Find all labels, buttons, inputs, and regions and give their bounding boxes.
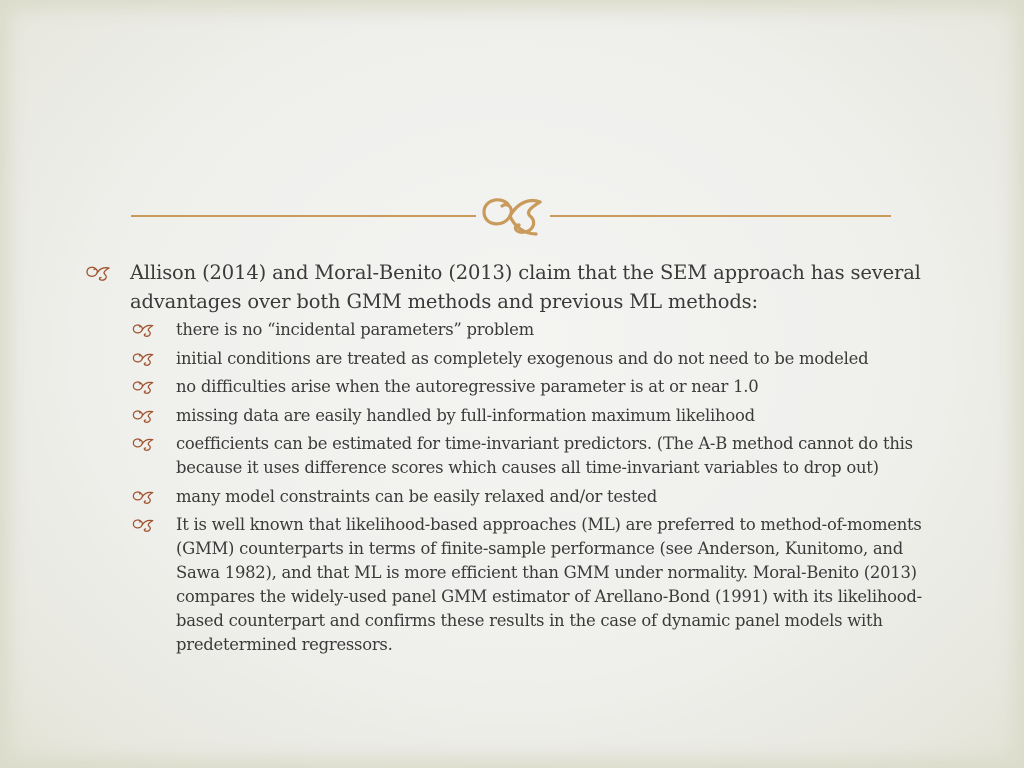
sub-bullet: [132, 404, 946, 428]
flourish-ornament-icon: [480, 194, 546, 238]
sub-bullet: [132, 318, 946, 342]
sub-bullet-text: missing data are easily handled by full-information maximum likelihood: [176, 405, 755, 425]
divider-rule-left: [131, 215, 476, 217]
curl-bullet-icon: [132, 485, 176, 509]
title-divider: [131, 194, 891, 238]
sub-bullet-list: [132, 318, 946, 657]
sub-bullet: [132, 513, 946, 657]
curl-bullet-icon: [132, 318, 176, 342]
sub-bullet-text: coefficients can be estimated for time-invariant predictors. (The A-B method cannot do this because it uses difference scores which causes all time-invariant variables to drop out): [176, 434, 913, 477]
curl-bullet-icon: [132, 404, 176, 428]
curl-bullet-icon: [132, 513, 176, 537]
sub-bullet: [132, 347, 946, 371]
sub-bullet: [132, 432, 946, 480]
curl-bullet-icon: [86, 258, 130, 287]
slide-content: [86, 258, 946, 662]
sub-bullet: [132, 485, 946, 509]
sub-bullet-text: no difficulties arise when the autoregressive parameter is at or near 1.0: [176, 377, 759, 396]
main-bullet-text: Allison (2014) and Moral-Benito (2013) claim that the SEM approach has several advantages over both GMM methods and previous ML methods:: [130, 261, 921, 313]
curl-bullet-icon: [132, 347, 176, 371]
sub-bullet-text: there is no “incidental parameters” problem: [176, 320, 534, 339]
curl-bullet-icon: [132, 432, 176, 456]
sub-bullet: [132, 375, 946, 399]
divider-rule-right: [550, 215, 891, 217]
sub-bullet-text: initial conditions are treated as completely exogenous and do not need to be modeled: [176, 348, 869, 368]
sub-bullet-text: It is well known that likelihood-based approaches (ML) are preferred to method-of-moments (GMM) counterparts in terms of finite-sample performance (see Anderson, Kunitomo, and Sawa 1982), and that ML is more efficient than GMM under normality. Moral-Benito (2013) compares the widely-used panel GMM estimator of Arellano-Bond (1991) with its likelihood-based counterpart and confirms these results in the case of dynamic panel models with predetermined regressors.: [176, 515, 922, 654]
curl-bullet-icon: [132, 375, 176, 399]
sub-bullet-text: many model constraints can be easily relaxed and/or tested: [176, 486, 657, 506]
main-bullet: [86, 258, 946, 316]
